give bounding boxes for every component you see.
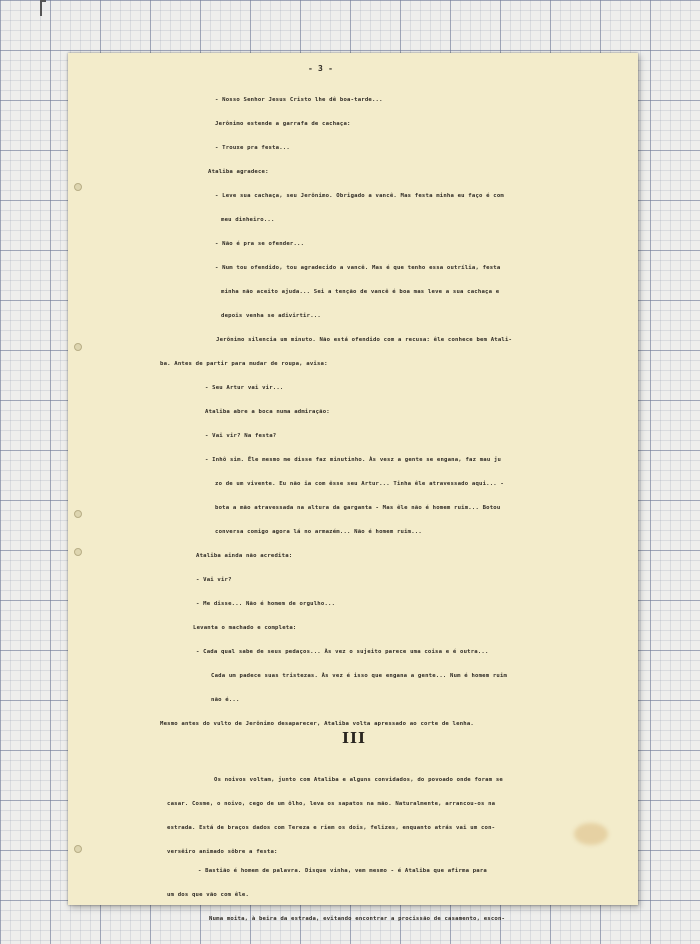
binding-hole xyxy=(74,845,82,853)
text-line: Ataliba abre a boca numa admiração: xyxy=(205,409,330,415)
text-line: depois venha se adivirtir... xyxy=(221,313,321,319)
binding-hole xyxy=(74,183,82,191)
text-line: Jerônimo estende a garrafa de cachaça: xyxy=(215,121,351,127)
text-line: - Trouxe pra festa... xyxy=(215,145,290,151)
text-line: - Me disse... Não é homem de orgulho... xyxy=(196,601,336,607)
paper-stain xyxy=(574,823,608,845)
text-line: - Seu Artur vai vir... xyxy=(205,385,284,391)
text-line: Numa moita, à beira da estrada, evitando encontrar a procissão de casamento, escon- xyxy=(209,916,506,922)
section-title: III xyxy=(342,729,367,747)
text-line: um dos que vão com êle. xyxy=(167,892,250,898)
text-line: minha não aceito ajuda... Sei a tenção de vancê é boa mas leve a sua cachaça e xyxy=(221,289,500,295)
binding-hole xyxy=(74,548,82,556)
text-line: bota a mão atravessada na altura da garganta - Mas êle não é homem ruim... Botou xyxy=(215,505,501,511)
binding-hole xyxy=(74,343,82,351)
text-line: Levanta o machado e completa: xyxy=(193,625,297,631)
text-line: - Cada qual sabe de seus pedaços... Às vez o sujeito parece uma coisa e é outra... xyxy=(196,649,489,655)
text-line: - Não é pra se ofender... xyxy=(215,241,305,247)
text-line: - Nosso Senhor Jesus Cristo lhe dê boa-tarde... xyxy=(215,97,383,103)
text-line: Jerônimo silencia um minuto. Não está ofendido com a recusa: êle conhece bem Atali- xyxy=(216,337,513,343)
text-line: casar. Cosme, o noivo, cego de um ôlho, leva os sapatos na mão. Naturalmente, arrancou-os na xyxy=(167,801,496,807)
text-line: zo de um vivente. Eu não ia com êsse seu Artur... Tinha êle atravessado aqui... - xyxy=(215,481,504,487)
paper-corner-mark xyxy=(40,0,46,16)
text-line: estrada. Está de braços dados com Tereza e riem os dois, felizes, enquanto atrás vai um con- xyxy=(167,825,496,831)
binding-hole xyxy=(74,510,82,518)
text-line: não é... xyxy=(211,697,240,703)
text-line: - Vai vir? xyxy=(196,577,232,583)
text-line: - Inhô sim. Êle mesmo me disse faz minutinho. Às vesz a gente se engana, faz mau ju xyxy=(205,457,502,463)
page-number: - 3 - xyxy=(308,64,334,73)
text-line: - Num tou ofendido, tou agradecido a vancê. Mas é que tenho essa outrília, festa xyxy=(215,265,501,271)
text-line: - Leve sua cachaça, seu Jerônimo. Obrigado a vancê. Mas festa minha eu faço é com xyxy=(215,193,504,199)
text-line: Os noivos voltam, junto com Ataliba e alguns convidados, do povoado onde foram se xyxy=(214,777,503,783)
text-line: Mesmo antes do vulto de Jerônimo desaparecer, Ataliba volta apressado ao corte de lenha. xyxy=(160,721,474,727)
text-line: Ataliba agradece: xyxy=(208,169,269,175)
typewritten-page xyxy=(68,53,638,922)
text-line: - Vai vir? Na festa? xyxy=(205,433,277,439)
text-line: meu dinheiro... xyxy=(221,217,275,223)
text-line: - Bastião é homem de palavra. Disque vinha, vem mesmo - é Ataliba que afirma para xyxy=(198,868,487,874)
text-line: Ataliba ainda não acredita: xyxy=(196,553,293,559)
text-line: Cada um padece suas tristezas. Às vez é isso que engana a gente... Num é homem ruim xyxy=(211,673,508,679)
text-line: versêiro animado sôbre a festa: xyxy=(167,849,278,855)
text-line: ba. Antes de partir para mudar de roupa, avisa: xyxy=(160,361,328,367)
text-line: conversa comigo agora lá no armazém... Não é homem ruim... xyxy=(215,529,422,535)
